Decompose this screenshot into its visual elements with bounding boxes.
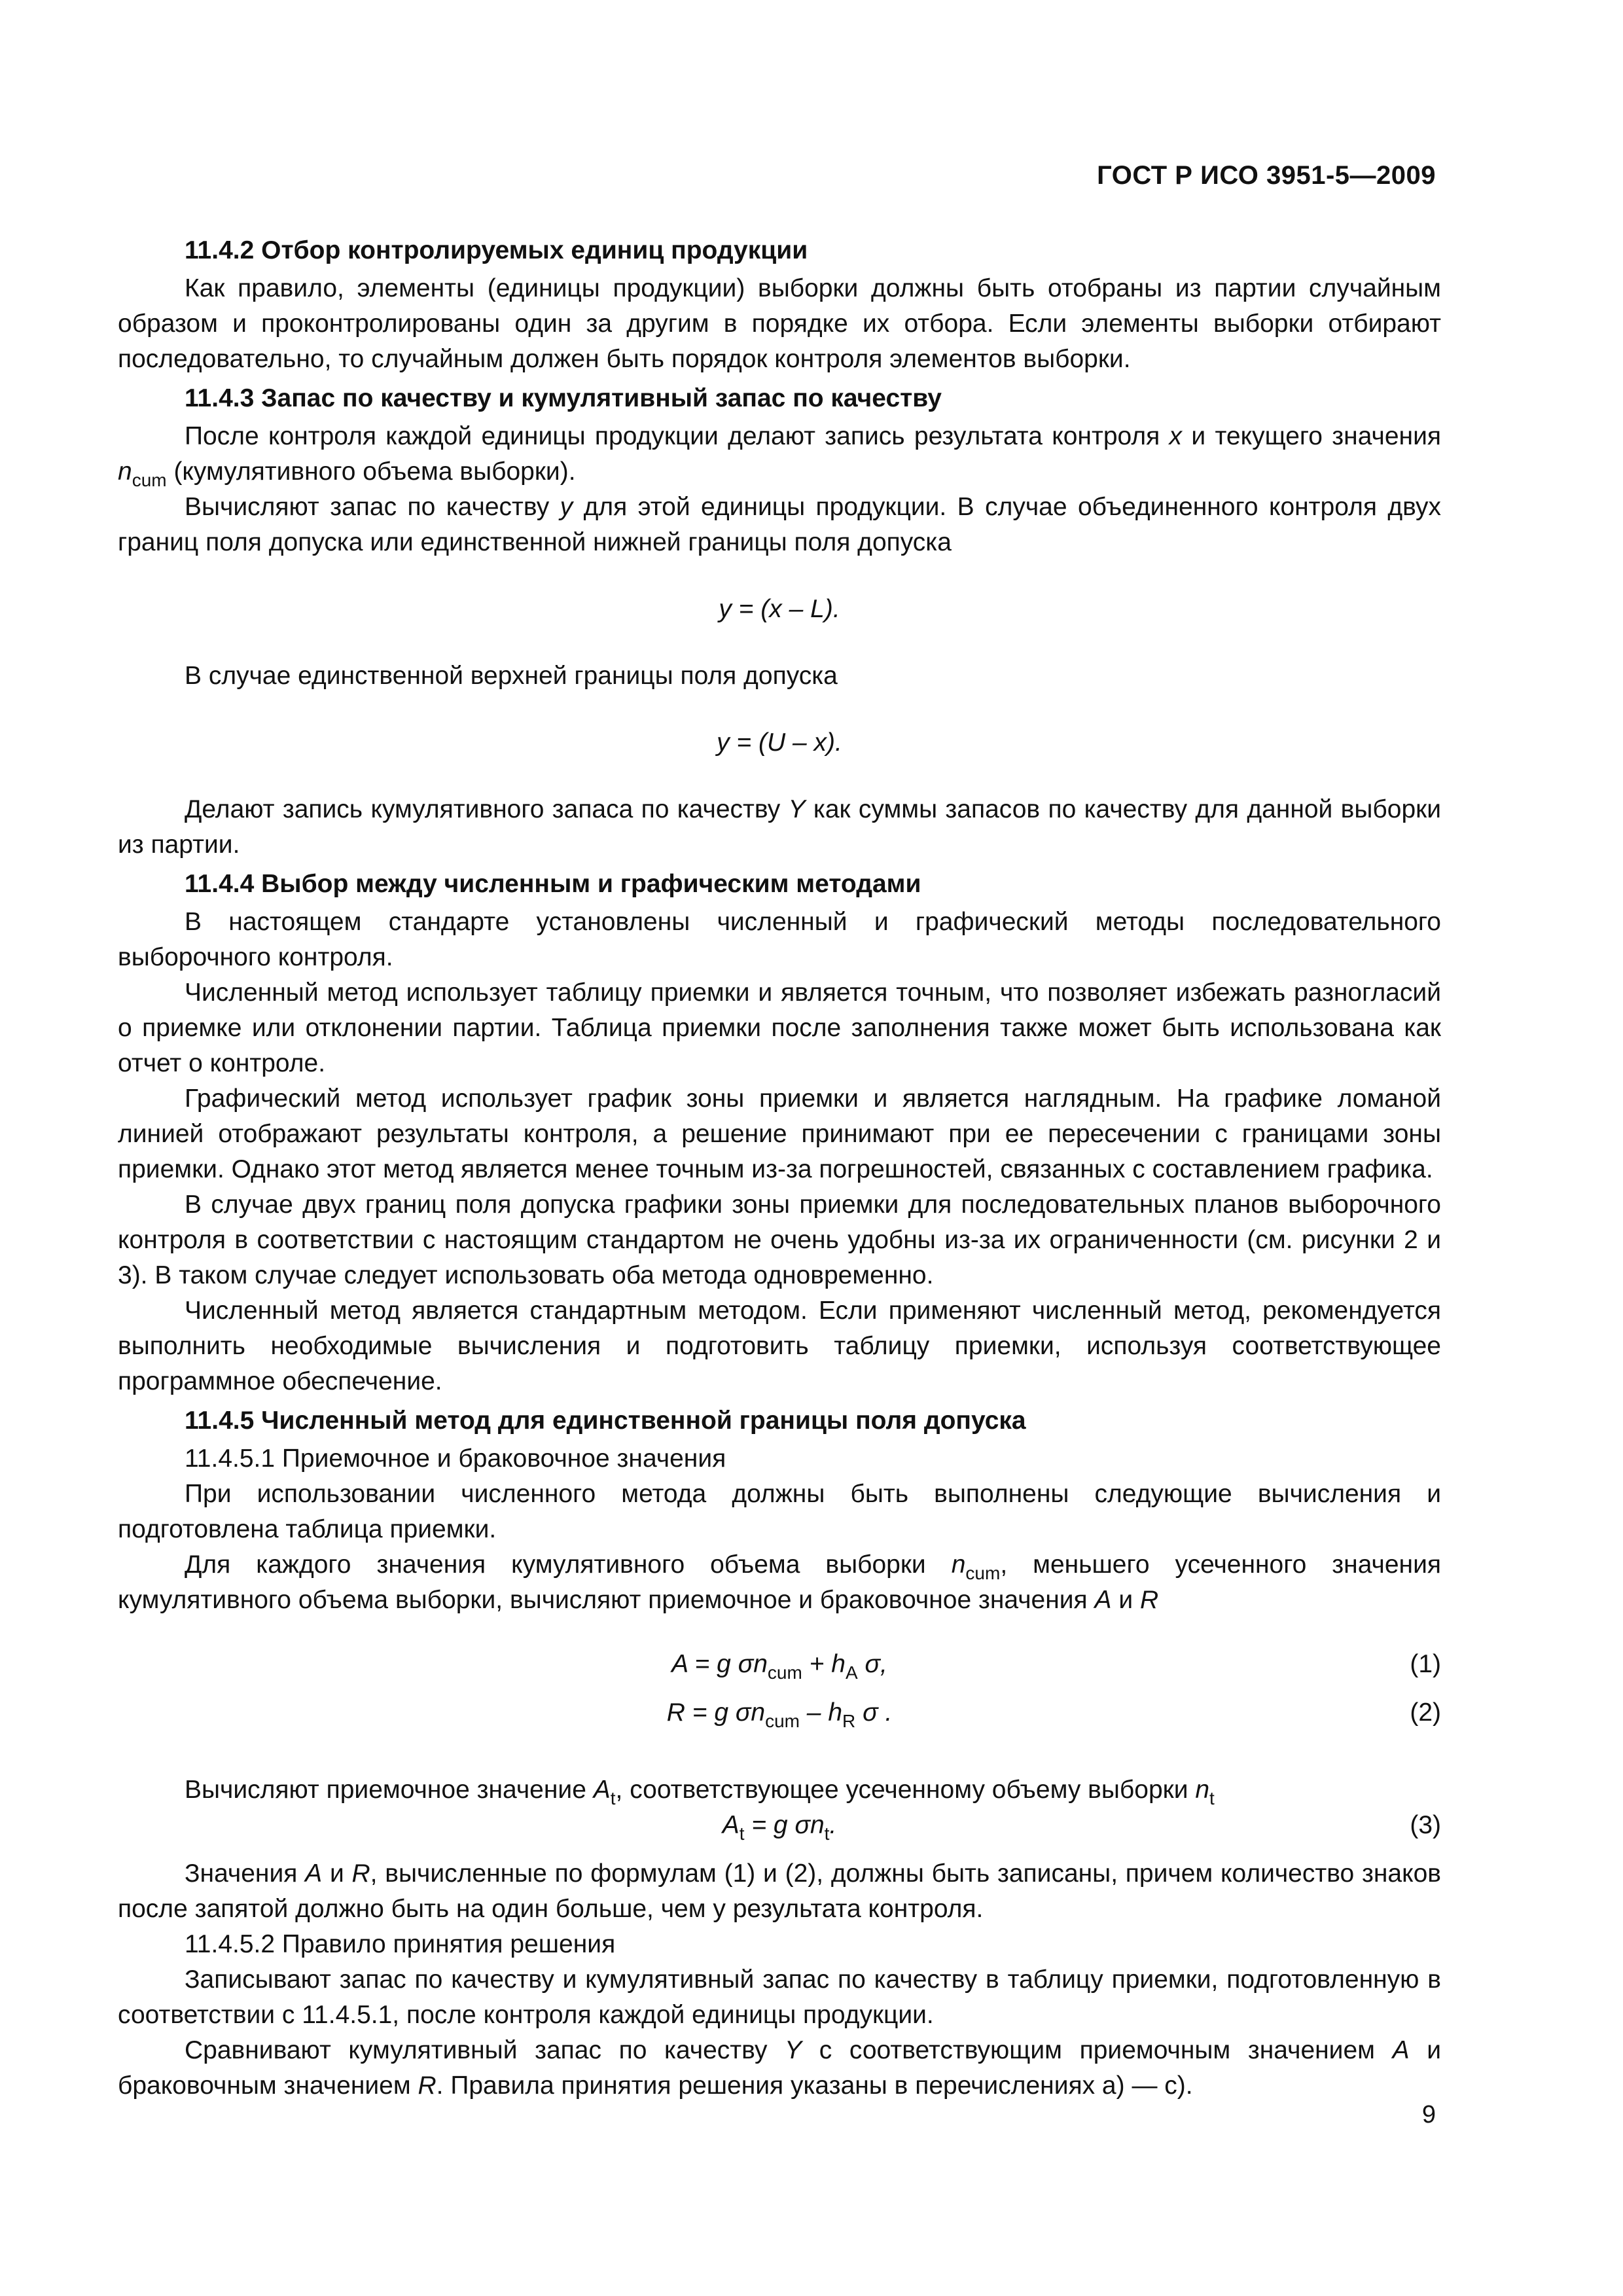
equation-2-expression: R = g $\sigma n_{cum} - h_R$ σ .: [666, 1698, 893, 1731]
equation-3: [118, 1808, 1441, 1856]
paragraph: Делают запись кумулятивного запаса по качеству Y как суммы запасов по качеству для данной выборки из партии.: [118, 795, 1441, 859]
paragraph: Вычисляют запас по качеству y для этой единицы продукции. В случае объединенного контроля двух границ поля допуска или единственной нижней границы поля допуска: [118, 493, 1441, 556]
section-heading-11-4-5: 11.4.5 Численный метод для единственной границы поля допуска: [185, 1407, 1026, 1435]
paragraph: Значения A и R, вычисленные по формулам (1) и (2), должны быть записаны, причем количество знаков после запятой должно быть на один больше, чем у результата контроля.: [118, 1859, 1441, 1923]
section-heading-11-4-3: 11.4.3 Запас по качеству и кумулятивный запас по качеству: [185, 384, 942, 412]
equation-1-number: (1): [1410, 1650, 1441, 1678]
paragraph: В случае двух границ поля допуска графики зоны приемки для последовательных планов выборочного контроля в соответствии с настоящим стандартом не очень удобны из-за их ограниченности (см. рисунки 2 и 3). В таком случае следует использовать оба метода одновременно.: [118, 1191, 1441, 1289]
paragraph: Сравнивают кумулятивный запас по качеству Y с соответствующим приемочным значением A и браковочным значением R. Правила принятия решения указаны в перечислениях а) — с).: [118, 2036, 1441, 2100]
paragraph: В настоящем стандарте установлены численный и графический методы последовательного выборочного контроля.: [118, 908, 1441, 971]
equation-1-expression: A = g $\sigma n_{cum} + h_A$ σ,: [671, 1650, 887, 1683]
paragraph: Численный метод является стандартным методом. Если применяют численный метод, рекомендуется выполнить необходимые вычисления и подготовить таблицу приемки, используя соответствующее программное обеспечение.: [118, 1297, 1441, 1395]
paragraph: Записывают запас по качеству и кумулятивный запас по качеству в таблицу приемки, подготовленную в соответствии с 11.4.5.1, после контроля каждой единицы продукции.: [118, 1965, 1441, 2029]
equation-1: [118, 1647, 1441, 1695]
paragraph: Графический метод использует график зоны приемки и является наглядным. На графике ломаной линией отображают результаты контроля, а решение принимают при ее пересечении с границами зоны приемки. Однако этот метод является менее точным из-за погрешностей, связанных с составлением графика.: [118, 1085, 1441, 1183]
paragraph: Численный метод использует таблицу приемки и является точным, что позволяет избежать разногласий о приемке или отклонении партии. Таблица приемки после заполнения также может быть использована как отчет о контроле.: [118, 978, 1441, 1077]
paragraph: Как правило, элементы (единицы продукции) выборки должны быть отобраны из партии случайным образом и проконтролированы один за другим в порядке их отбора. Если элементы выборки отбирают последовательно, то случайным должен быть порядок контроля элементов выборки.: [118, 274, 1441, 373]
equation-3-number: (3): [1410, 1811, 1441, 1839]
subsection-heading-11-4-5-2: 11.4.5.2 Правило принятия решения: [185, 1930, 616, 1958]
equation-2: [118, 1695, 1441, 1744]
section-heading-11-4-2: 11.4.2 Отбор контролируемых единиц продукции: [185, 236, 808, 264]
paragraph: Для каждого значения кумулятивного объема выборки $n_{cum}$, меньшего усеченного значения кумулятивного объема выборки, вычисляют приемочное и браковочное значения A и R: [118, 1551, 1441, 1614]
paragraph: Вычисляют приемочное значение $A_t$, соответствующее усеченному объему выборки $n_t$: [185, 1776, 1215, 1808]
equation-3-expression: $A_t = g$ $\sigma n_t$.: [722, 1811, 837, 1844]
paragraph: После контроля каждой единицы продукции делают запись результата контроля x и текущего значения $n_{cum}$ (кумулятивного объема выборки).: [118, 422, 1441, 490]
paragraph: При использовании численного метода должны быть выполнены следующие вычисления и подготовлена таблица приемки.: [118, 1480, 1441, 1543]
formula-lower-limit: y = (x – L).: [719, 595, 840, 623]
section-heading-11-4-4: 11.4.4 Выбор между численным и графическим методами: [185, 870, 921, 898]
document-header: ГОСТ Р ИСО 3951-5—2009: [1097, 161, 1436, 190]
document-body: [118, 229, 1441, 2104]
formula-upper-limit: y = (U – x).: [717, 728, 842, 757]
paragraph: В случае единственной верхней границы поля допуска: [185, 662, 838, 690]
page-number: 9: [1421, 2101, 1436, 2128]
subsection-heading-11-4-5-1: 11.4.5.1 Приемочное и браковочное значения: [185, 1444, 726, 1473]
equation-2-number: (2): [1410, 1698, 1441, 1727]
